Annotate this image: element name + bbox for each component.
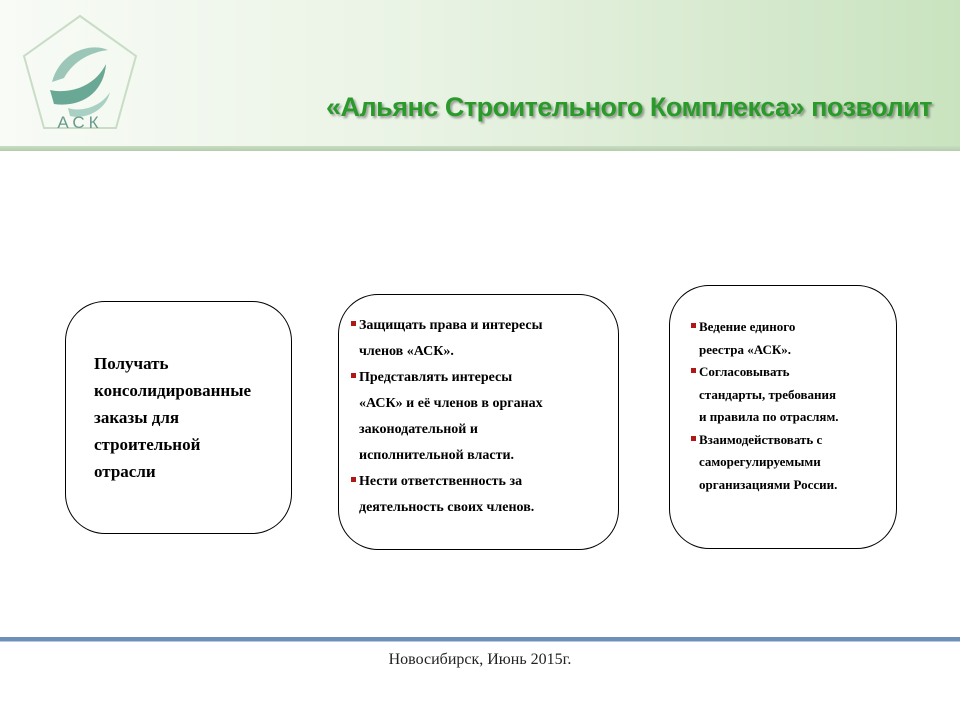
logo-text: АСК bbox=[57, 113, 103, 132]
bullet-square-icon bbox=[351, 477, 356, 482]
footer-text: Новосибирск, Июнь 2015г. bbox=[388, 651, 572, 668]
list-item-line: Взаимодействовать с bbox=[699, 431, 823, 447]
list-item-line: Нести ответственность за bbox=[359, 474, 523, 489]
card-orders-text bbox=[94, 350, 284, 485]
list-item-line: организациями России. bbox=[699, 476, 838, 492]
page-title: «Альянс Строительного Комплекса» позволит bbox=[326, 92, 932, 122]
list-item-line: саморегулируемыми bbox=[699, 454, 821, 469]
list-item-line: Ведение единого bbox=[699, 319, 796, 334]
card-registry-list bbox=[690, 316, 890, 496]
list-item-line: и правила по отраслям. bbox=[699, 409, 839, 424]
list-item bbox=[350, 313, 612, 365]
list-item-line: Защищать права и интересы bbox=[359, 318, 543, 333]
bullet-square-icon bbox=[351, 321, 356, 326]
footer-divider-thin bbox=[0, 641, 960, 642]
bullet-square-icon bbox=[691, 368, 696, 373]
bullet-square-icon bbox=[691, 323, 696, 328]
list-item-line: членов «АСК». bbox=[359, 344, 454, 359]
header-divider bbox=[0, 146, 960, 151]
header-band bbox=[0, 0, 960, 148]
card-orders-line: консолидированные bbox=[94, 381, 252, 400]
card-orders-line: строительной bbox=[94, 435, 201, 454]
list-item-line: Представлять интересы bbox=[359, 370, 513, 385]
list-item-line: Согласовывать bbox=[699, 364, 790, 379]
list-item-line: исполнительной власти. bbox=[359, 448, 515, 463]
list-item-line: «АСК» и её членов в органах bbox=[359, 396, 543, 411]
list-item bbox=[690, 361, 890, 429]
bullet-square-icon bbox=[691, 436, 696, 441]
list-item-line: деятельность своих членов. bbox=[359, 500, 535, 515]
list-item-line: стандарты, требования bbox=[699, 386, 837, 402]
card-orders-line: отрасли bbox=[94, 462, 156, 481]
list-item bbox=[690, 316, 890, 361]
card-orders-line: Получать bbox=[94, 354, 169, 373]
card-rights-list bbox=[350, 313, 612, 521]
bullet-square-icon bbox=[351, 373, 356, 378]
list-item-line: реестра «АСК». bbox=[699, 341, 792, 357]
list-item bbox=[350, 365, 612, 469]
list-item bbox=[690, 429, 890, 497]
list-item-line: законодательной и bbox=[359, 422, 478, 437]
list-item bbox=[350, 469, 612, 521]
card-orders-line: заказы для bbox=[94, 408, 180, 427]
